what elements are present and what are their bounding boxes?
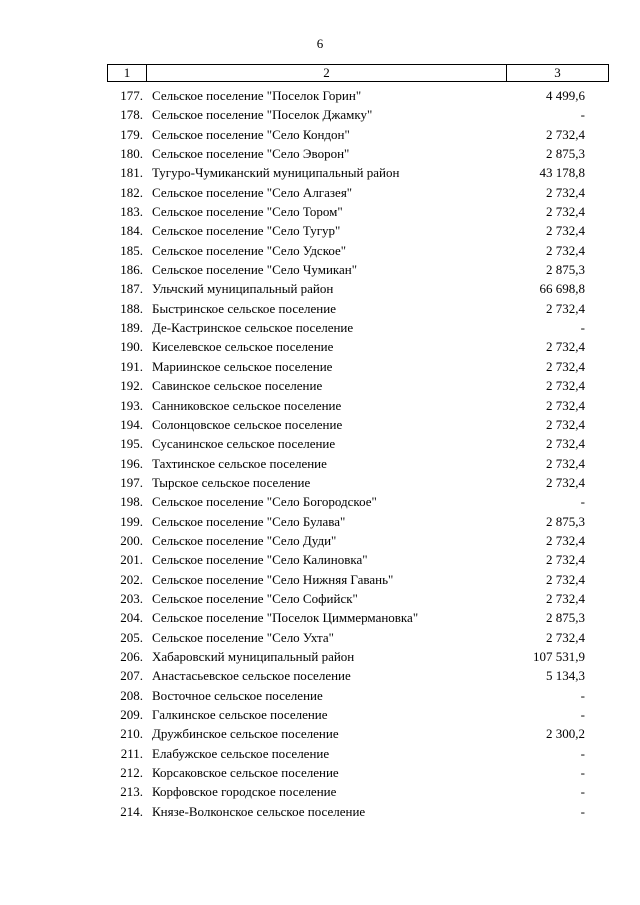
settlement-name: Галкинское сельское поселение bbox=[152, 707, 328, 722]
amount-value: 107 531,9 bbox=[533, 648, 585, 664]
table-row bbox=[0, 686, 640, 705]
row-number: 187. bbox=[120, 281, 143, 297]
row-number: 183. bbox=[120, 204, 143, 220]
table-row bbox=[0, 183, 640, 202]
settlement-name: Сельское поселение "Поселок Горин" bbox=[152, 88, 362, 103]
amount-value: 2 732,4 bbox=[546, 126, 585, 142]
amount-value: 2 732,4 bbox=[546, 223, 585, 239]
settlement-name: Сельское поселение "Поселок Циммермановка" bbox=[152, 610, 419, 626]
column-header-value: 3 bbox=[554, 65, 561, 80]
column-header-name: 2 bbox=[147, 65, 507, 81]
settlement-name: Сельское поселение "Село Булава" bbox=[152, 513, 346, 529]
settlement-name: Елабужское сельское поселение bbox=[152, 745, 330, 761]
amount-value: 43 178,8 bbox=[539, 165, 585, 181]
settlement-name: Тугуро-Чумиканский муниципальный район bbox=[152, 165, 400, 181]
row-number: 206. bbox=[120, 648, 143, 664]
settlement-name: Хабаровский муниципальный район bbox=[152, 648, 355, 664]
settlement-name: Сельское поселение "Село Алгазея" bbox=[152, 184, 353, 200]
amount-value: - bbox=[580, 107, 585, 123]
table-row bbox=[0, 492, 640, 511]
row-number: 208. bbox=[120, 687, 143, 703]
table-row bbox=[0, 550, 640, 569]
table-row bbox=[0, 531, 640, 550]
table-row bbox=[0, 705, 640, 724]
amount-value: 5 134,3 bbox=[546, 668, 585, 684]
amount-value: 2 732,4 bbox=[546, 590, 585, 606]
settlement-name: Корфовское городское поселение bbox=[152, 784, 337, 800]
amount-value: 2 732,4 bbox=[546, 532, 585, 548]
settlement-name: Тырское сельское поселение bbox=[152, 474, 311, 490]
amount-value: 2 732,4 bbox=[546, 397, 585, 413]
settlement-name: Де-Кастринское сельское поселение bbox=[152, 320, 354, 336]
row-number: 200. bbox=[120, 532, 143, 548]
amount-value: 2 875,3 bbox=[546, 262, 585, 278]
table-row bbox=[0, 163, 640, 182]
row-number: 189. bbox=[120, 320, 143, 336]
table-row bbox=[0, 260, 640, 279]
row-number: 177. bbox=[120, 88, 143, 103]
table-row bbox=[0, 473, 640, 492]
settlement-name: Санниковское сельское поселение bbox=[152, 397, 342, 413]
settlement-name: Сельское поселение "Село Ухта" bbox=[152, 629, 334, 645]
amount-value: - bbox=[580, 494, 585, 510]
table-row bbox=[0, 589, 640, 608]
row-number: 186. bbox=[120, 262, 143, 278]
row-number: 178. bbox=[120, 107, 143, 123]
amount-value: 2 732,4 bbox=[546, 436, 585, 452]
row-number: 199. bbox=[120, 513, 143, 529]
row-number: 210. bbox=[120, 726, 143, 742]
settlement-name: Дружбинское сельское поселение bbox=[152, 726, 339, 742]
table-row bbox=[0, 241, 640, 260]
table-row bbox=[0, 628, 640, 647]
table-row bbox=[0, 105, 640, 124]
row-number: 181. bbox=[120, 165, 143, 181]
row-number: 191. bbox=[120, 358, 143, 374]
settlement-name: Савинское сельское поселение bbox=[152, 378, 323, 394]
settlement-name: Сельское поселение "Село Тугур" bbox=[152, 223, 341, 239]
row-number: 211. bbox=[120, 745, 143, 761]
settlement-name: Сельское поселение "Село Чумикан" bbox=[152, 262, 358, 278]
amount-value: 2 875,3 bbox=[546, 513, 585, 529]
settlement-name: Сельское поселение "Село Нижняя Гавань" bbox=[152, 571, 394, 587]
table-row bbox=[0, 337, 640, 356]
column-header-number: 1 bbox=[108, 65, 147, 81]
amount-value: - bbox=[580, 784, 585, 800]
row-number: 184. bbox=[120, 223, 143, 239]
amount-value: 2 732,4 bbox=[546, 378, 585, 394]
table-row bbox=[0, 570, 640, 589]
row-number: 188. bbox=[120, 300, 143, 316]
amount-value: 2 875,3 bbox=[546, 146, 585, 162]
row-number: 185. bbox=[120, 242, 143, 258]
amount-value: 2 732,4 bbox=[546, 571, 585, 587]
amount-value: 2 732,4 bbox=[546, 474, 585, 490]
amount-value: - bbox=[580, 320, 585, 336]
table-row bbox=[0, 376, 640, 395]
row-number: 195. bbox=[120, 436, 143, 452]
row-number: 180. bbox=[120, 146, 143, 162]
row-number: 201. bbox=[120, 552, 143, 568]
table-header bbox=[107, 64, 609, 82]
row-number: 213. bbox=[120, 784, 143, 800]
row-number: 192. bbox=[120, 378, 143, 394]
amount-value: - bbox=[580, 687, 585, 703]
table-row bbox=[0, 782, 640, 801]
table-row bbox=[0, 221, 640, 240]
amount-value: - bbox=[580, 803, 585, 819]
table-row bbox=[0, 763, 640, 782]
row-number: 212. bbox=[120, 765, 143, 781]
settlement-name: Ульчский муниципальный район bbox=[152, 281, 334, 297]
table-row bbox=[0, 724, 640, 743]
row-number: 202. bbox=[120, 571, 143, 587]
table-row bbox=[0, 202, 640, 221]
amount-value: 66 698,8 bbox=[539, 281, 585, 297]
amount-value: 4 499,6 bbox=[546, 88, 585, 103]
table-row bbox=[0, 454, 640, 473]
row-number: 196. bbox=[120, 455, 143, 471]
table-row bbox=[0, 125, 640, 144]
row-number: 179. bbox=[120, 126, 143, 142]
row-number: 207. bbox=[120, 668, 143, 684]
table-row bbox=[0, 608, 640, 627]
settlement-name: Князе-Волконское сельское поселение bbox=[152, 803, 366, 819]
row-number: 214. bbox=[120, 803, 143, 819]
row-number: 193. bbox=[120, 397, 143, 413]
amount-value: 2 732,4 bbox=[546, 242, 585, 258]
settlement-name: Сельское поселение "Село Удское" bbox=[152, 242, 347, 258]
table-body bbox=[0, 86, 640, 821]
row-number: 203. bbox=[120, 590, 143, 606]
row-number: 209. bbox=[120, 707, 143, 722]
settlement-name: Сельское поселение "Село Тором" bbox=[152, 204, 343, 220]
settlement-name: Быстринское сельское поселение bbox=[152, 300, 336, 316]
table-row bbox=[0, 744, 640, 763]
amount-value: 2 732,4 bbox=[546, 416, 585, 432]
amount-value: - bbox=[580, 745, 585, 761]
row-number: 182. bbox=[120, 184, 143, 200]
amount-value: - bbox=[580, 765, 585, 781]
row-number: 205. bbox=[120, 629, 143, 645]
amount-value: 2 732,4 bbox=[546, 552, 585, 568]
row-number: 190. bbox=[120, 339, 143, 355]
amount-value: 2 732,4 bbox=[546, 300, 585, 316]
settlement-name: Сельское поселение "Поселок Джамку" bbox=[152, 107, 373, 123]
amount-value: 2 875,3 bbox=[546, 610, 585, 626]
amount-value: 2 732,4 bbox=[546, 455, 585, 471]
table-row bbox=[0, 318, 640, 337]
page-number: 6 bbox=[316, 36, 324, 51]
amount-value: 2 732,4 bbox=[546, 358, 585, 374]
row-number: 198. bbox=[120, 494, 143, 510]
settlement-name: Сельское поселение "Село Эворон" bbox=[152, 146, 350, 162]
amount-value: 2 732,4 bbox=[546, 184, 585, 200]
row-number: 194. bbox=[120, 416, 143, 432]
settlement-name: Анастасьевское сельское поселение bbox=[152, 668, 351, 684]
table-row bbox=[0, 647, 640, 666]
table-row bbox=[0, 396, 640, 415]
settlement-name: Корсаковское сельское поселение bbox=[152, 765, 339, 781]
settlement-name: Солонцовское сельское поселение bbox=[152, 416, 343, 432]
amount-value: 2 732,4 bbox=[546, 629, 585, 645]
table-row bbox=[0, 279, 640, 298]
table-row bbox=[0, 299, 640, 318]
settlement-name: Сельское поселение "Село Дуди" bbox=[152, 532, 337, 548]
table-row bbox=[0, 434, 640, 453]
table-row bbox=[0, 357, 640, 376]
settlement-name: Киселевское сельское поселение bbox=[152, 339, 334, 355]
settlement-name: Сельское поселение "Село Кондон" bbox=[152, 126, 350, 142]
table-row bbox=[0, 802, 640, 821]
table-row bbox=[0, 86, 640, 105]
table-row bbox=[0, 144, 640, 163]
settlement-name: Восточное сельское поселение bbox=[152, 687, 323, 703]
amount-value: - bbox=[580, 707, 585, 722]
settlement-name: Сусанинское сельское поселение bbox=[152, 436, 336, 452]
settlement-name: Тахтинское сельское поселение bbox=[152, 455, 327, 471]
settlement-name: Сельское поселение "Село Богородское" bbox=[152, 494, 377, 510]
amount-value: 2 732,4 bbox=[546, 204, 585, 220]
amount-value: 2 732,4 bbox=[546, 339, 585, 355]
settlement-name: Сельское поселение "Село Калиновка" bbox=[152, 552, 368, 568]
settlement-name: Сельское поселение "Село Софийск" bbox=[152, 590, 358, 606]
row-number: 197. bbox=[120, 474, 143, 490]
row-number: 204. bbox=[120, 610, 143, 626]
amount-value: 2 300,2 bbox=[546, 726, 585, 742]
settlement-name: Мариинское сельское поселение bbox=[152, 358, 333, 374]
table-row bbox=[0, 666, 640, 685]
table-row bbox=[0, 512, 640, 531]
table-row bbox=[0, 415, 640, 434]
